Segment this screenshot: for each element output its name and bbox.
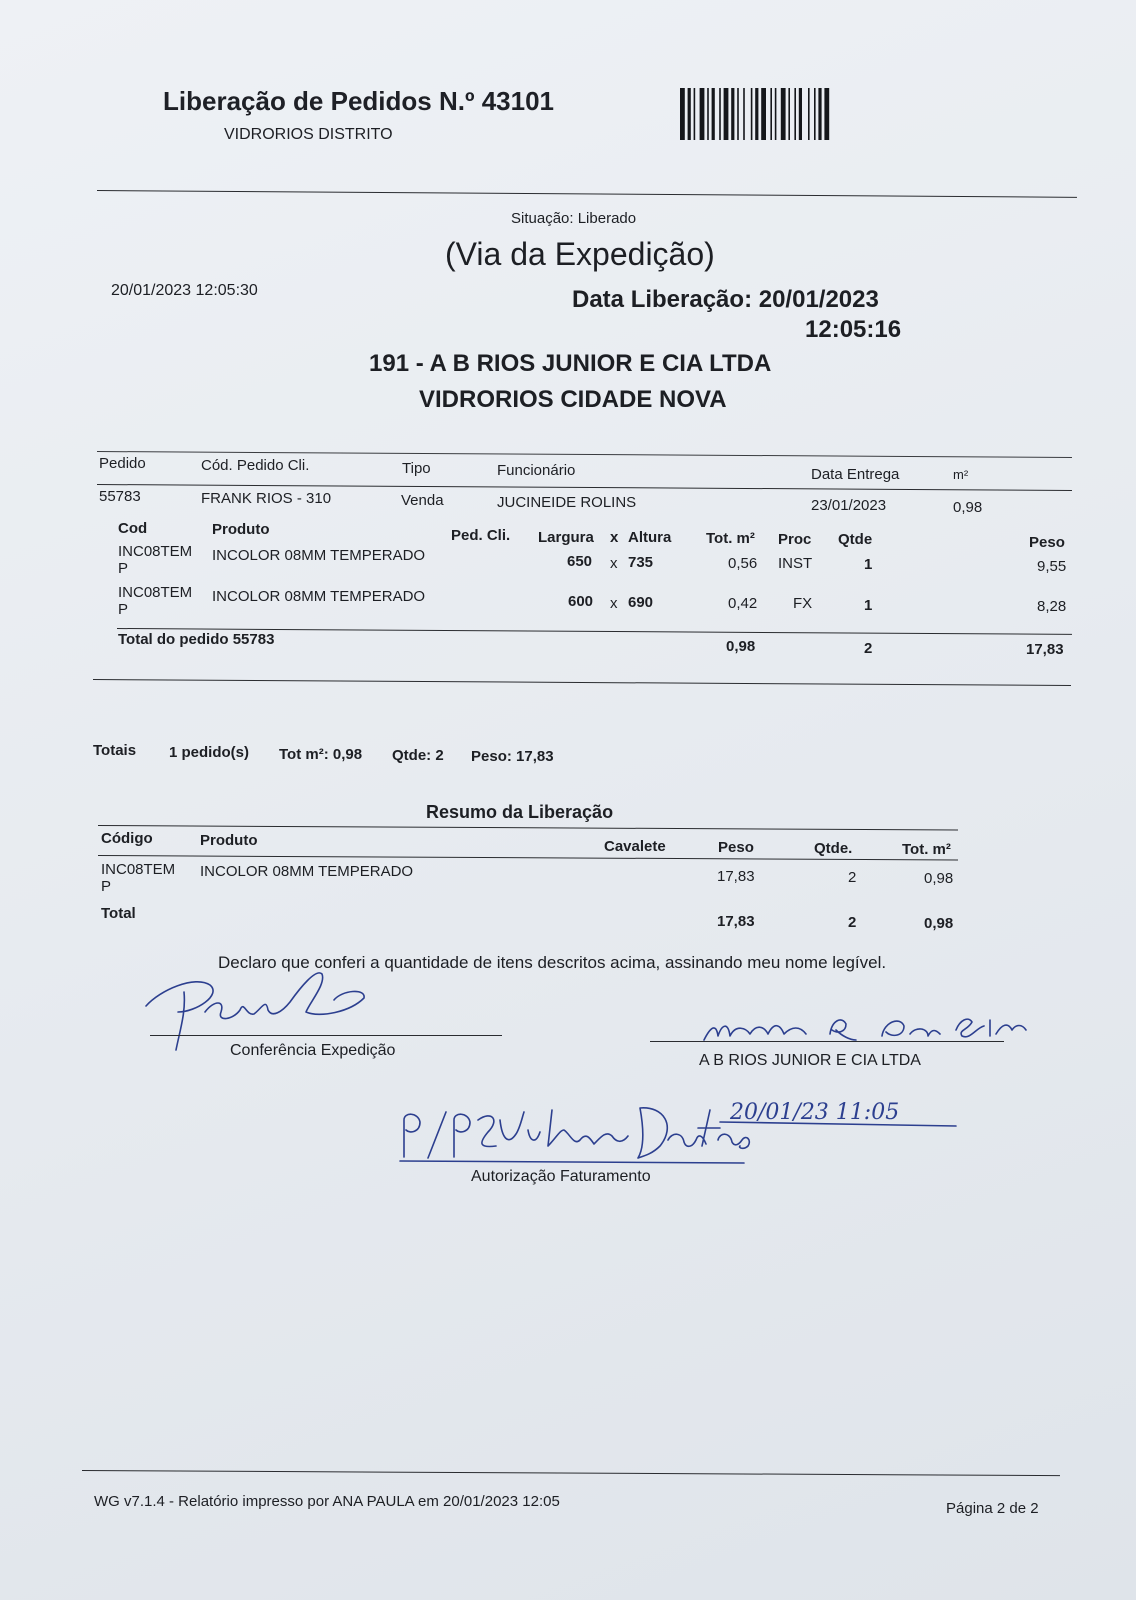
summary-total-qtde: 2 [848, 914, 857, 931]
item-altura: 690 [628, 594, 654, 611]
item-cod: INC08TEM [118, 543, 193, 560]
document-subtitle: VIDRORIOS DISTRITO [224, 126, 393, 143]
order-total-label: Total do pedido 55783 [118, 631, 275, 648]
client-store: VIDRORIOS CIDADE NOVA [419, 386, 727, 413]
order-total-peso: 17,83 [1026, 641, 1064, 658]
summary-codigo-cont: P [101, 878, 112, 895]
item-x: x [610, 555, 618, 572]
summary-title: Resumo da Liberação [426, 802, 614, 822]
release-date: Data Liberação: 20/01/2023 [572, 286, 879, 313]
signature-vitoria-underline [400, 1161, 744, 1163]
via-label: (Via da Expedição) [445, 236, 715, 272]
item-header-produto: Produto [212, 521, 270, 538]
item-cod: INC08TEM [118, 584, 193, 601]
totals-pedidos: 1 pedido(s) [169, 744, 250, 761]
summary-qtde: 2 [848, 869, 857, 886]
item-header-cod: Cod [118, 520, 148, 537]
order-cod-pedido-cli: FRANK RIOS - 310 [201, 490, 332, 507]
order-tipo: Venda [401, 492, 444, 509]
totals-qtde: Qtde: 2 [392, 747, 444, 764]
print-timestamp: 20/01/2023 12:05:30 [111, 282, 258, 299]
item-peso: 9,55 [1037, 558, 1067, 575]
totals-tot-m2: Tot m²: 0,98 [279, 746, 363, 763]
signature-maikon [704, 1019, 1026, 1040]
summary-header-peso: Peso [718, 839, 754, 856]
document-title: Liberação de Pedidos N.º 43101 [163, 86, 554, 116]
signature-line-left [150, 1035, 502, 1036]
col-header-m2: m² [953, 467, 969, 482]
signature-label-conferencia: Conferência Expedição [230, 1042, 396, 1059]
signature-line-right [650, 1041, 1004, 1042]
item-tot-m2: 0,42 [728, 595, 758, 612]
item-largura: 650 [567, 553, 593, 570]
order-pedido: 55783 [99, 488, 141, 505]
item-cod-cont: P [118, 601, 129, 618]
summary-header-tot-m2: Tot. m² [902, 841, 951, 858]
summary-header-cavalete: Cavalete [604, 838, 666, 855]
order-m2: 0,98 [953, 499, 983, 516]
totals-label: Totais [93, 742, 137, 759]
col-header-data-entrega: Data Entrega [811, 466, 900, 483]
item-qtde: 1 [864, 597, 873, 614]
item-qtde: 1 [864, 556, 873, 573]
item-produto: INCOLOR 08MM TEMPERADO [212, 547, 426, 564]
summary-total-tot-m2: 0,98 [924, 915, 954, 932]
item-header-ped-cli: Ped. Cli. [451, 527, 511, 544]
item-peso: 8,28 [1037, 598, 1067, 615]
item-header-altura: Altura [628, 529, 672, 546]
summary-peso: 17,83 [717, 868, 755, 885]
signature-label-autorizacao: Autorização Faturamento [471, 1168, 651, 1185]
signature-paula [146, 973, 364, 1050]
col-header-tipo: Tipo [402, 460, 431, 477]
signature-label-company: A B RIOS JUNIOR E CIA LTDA [699, 1052, 921, 1069]
release-time: 12:05:16 [805, 316, 902, 343]
item-tot-m2: 0,56 [728, 555, 758, 572]
summary-produto: INCOLOR 08MM TEMPERADO [200, 863, 414, 880]
summary-header-produto: Produto [200, 832, 258, 849]
item-header-proc: Proc [778, 531, 812, 548]
col-header-cod-pedido-cli: Cód. Pedido Cli. [201, 457, 310, 474]
order-total-qtde: 2 [864, 640, 873, 657]
item-x: x [610, 595, 618, 612]
item-header-peso: Peso [1029, 534, 1065, 551]
summary-total-peso: 17,83 [717, 913, 755, 930]
col-header-funcionario: Funcionário [497, 462, 576, 479]
item-header-largura: Largura [538, 529, 594, 546]
order-data-entrega: 23/01/2023 [811, 497, 887, 514]
item-altura: 735 [628, 554, 654, 571]
col-header-pedido: Pedido [99, 455, 146, 472]
item-cod-cont: P [118, 560, 129, 577]
footer-print-info: WG v7.1.4 - Relatório impresso por ANA PAULA em 20/01/2023 12:05 [94, 1493, 560, 1510]
item-header-qtde: Qtde [838, 531, 873, 548]
order-total-tot-m2: 0,98 [726, 638, 756, 655]
summary-tot-m2: 0,98 [924, 870, 954, 887]
summary-total-label: Total [101, 905, 136, 922]
item-header-x: x [610, 529, 619, 546]
item-proc: INST [778, 555, 813, 572]
item-produto: INCOLOR 08MM TEMPERADO [212, 588, 426, 605]
declaration-text: Declaro que conferi a quantidade de itens descritos acima, assinando meu nome legível. [218, 953, 887, 972]
summary-codigo: INC08TEM [101, 861, 176, 878]
order-funcionario: JUCINEIDE ROLINS [497, 494, 637, 511]
summary-header-codigo: Código [101, 830, 153, 847]
item-header-tot-m2: Tot. m² [706, 530, 755, 547]
handwritten-datetime: 20/01/23 11:05 [730, 1100, 900, 1125]
status-text: Situação: Liberado [511, 210, 637, 227]
item-proc: FX [793, 595, 813, 612]
footer-page-number: Página 2 de 2 [946, 1500, 1039, 1517]
item-largura: 600 [568, 593, 594, 610]
client-name: 191 - A B RIOS JUNIOR E CIA LTDA [369, 350, 772, 377]
signature-vitoria [404, 1108, 749, 1158]
totals-peso: Peso: 17,83 [471, 748, 554, 765]
summary-header-qtde: Qtde. [814, 840, 853, 857]
